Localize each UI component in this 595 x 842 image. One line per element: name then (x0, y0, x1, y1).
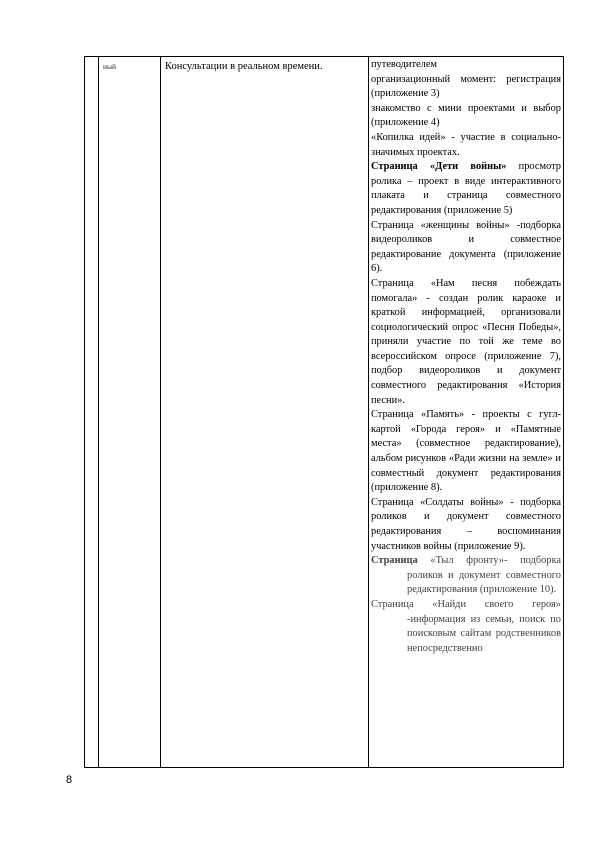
content-paragraph (371, 496, 561, 554)
paragraph-text: организационный момент: регистрация (приложение 3) (371, 73, 561, 100)
paragraph-bold-lead: Страница (371, 555, 418, 567)
content-paragraph (371, 408, 561, 496)
content-paragraph (371, 598, 561, 656)
paragraph-text: знакомство с мини проектами и выбор (приложение 4) (371, 102, 561, 129)
paragraph-bold-lead: Страница «Дети войны» (371, 161, 507, 173)
table-cell-form: Консультации в реальном времени. (165, 61, 323, 72)
paragraph-text: «Копилка идей» - участие в социально-значимых проектах. (371, 131, 561, 158)
paragraph-text: Страница «Память» - проекты с гугл-картой «Города героя» и «Памятные места» (совместное редактирование), альбом рисунков «Ради жизни на земле» и совместный документ редактирования (приложение 8). (371, 409, 561, 494)
content-table (84, 56, 564, 768)
table-border-left (84, 57, 85, 767)
paragraph-text: просмотр ролика – проект в виде интерактивного плаката и страница совместного редактирования (приложение 5) (371, 161, 561, 216)
table-cell-stage: ный (103, 62, 117, 71)
content-paragraph (371, 131, 561, 160)
paragraph-text: Страница «Нам песня побеждать помогала» - создан ролик караоке и краткой информацией, организовали социологический опрос «Песня Победы», приняли участие по той же теме во всероссийском опросе (приложение 7), подбор видеороликов и документ совместного редактирования «История песни». (371, 277, 561, 406)
table-border-right (563, 57, 564, 767)
table-column-divider (368, 57, 369, 767)
table-column-divider (160, 57, 161, 767)
content-paragraph (371, 554, 561, 598)
content-paragraph (371, 219, 561, 277)
table-column-divider (98, 57, 99, 767)
paragraph-text: Страница «Солдаты войны» - подборка роликов и документ совместного редактирования – воспоминания участников войны (приложение 9). (371, 496, 561, 552)
page-number: 8 (66, 774, 73, 786)
paragraph-text: Страница «женщины войны» -подборка видеороликов и совместное редактирование документа (приложение 6). (371, 219, 561, 275)
content-paragraph (371, 58, 561, 73)
content-paragraph (371, 73, 561, 102)
paragraph-text: путеводителем (371, 59, 438, 70)
paragraph-text: Страница «Найди своего героя» -информация из семьи, поиск по поисковым сайтам родственников непосредственно (371, 598, 561, 654)
content-paragraph (371, 277, 561, 408)
table-cell-content (371, 58, 561, 656)
content-paragraph (371, 102, 561, 131)
content-paragraph (371, 160, 561, 218)
paragraph-text: «Тыл фронту»- подборка роликов и документ совместного редактирования (приложение 10). (407, 555, 561, 596)
